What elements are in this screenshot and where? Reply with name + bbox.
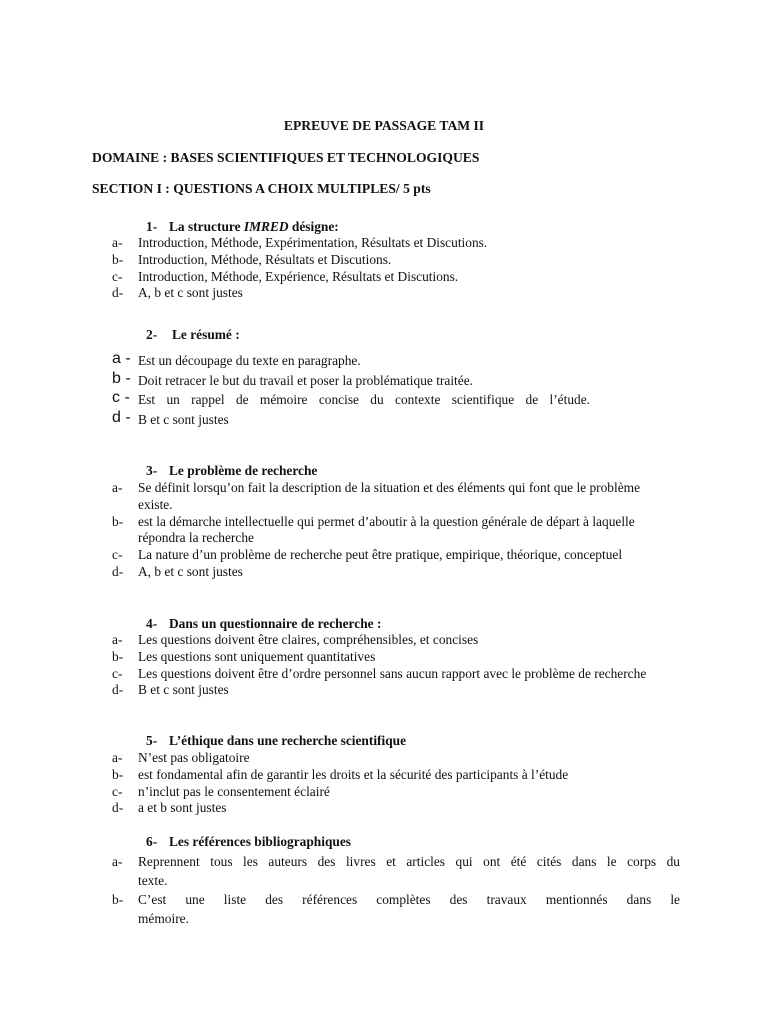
- question-3-options: [112, 480, 662, 581]
- question-2-options: [112, 350, 590, 431]
- option-label: d-: [112, 285, 124, 301]
- option-b: [112, 649, 672, 666]
- option-label: a-: [112, 854, 123, 869]
- option-a: [112, 480, 662, 514]
- option-text: Est un découpage du texte en paragraphe.: [138, 353, 361, 368]
- option-text: Introduction, Méthode, Expérience, Résultats et Discutions.: [138, 268, 459, 284]
- option-label: b-: [112, 892, 124, 907]
- option-d: [112, 682, 672, 699]
- question-3-title: [146, 463, 317, 480]
- question-text: désigne:: [288, 219, 339, 234]
- option-label: b -: [112, 369, 131, 387]
- question-number: 6-: [146, 834, 158, 849]
- option-text: Se définit lorsqu’on fait la description de la situation et des éléments qui font que le problème existe.: [138, 480, 641, 512]
- option-text: Est un rappel de mémoire concise du contexte scientifique de l’étude.: [138, 392, 590, 408]
- option-a: [112, 350, 590, 373]
- section-heading: SECTION I : QUESTIONS A CHOIX MULTIPLES/ 5 pts: [92, 181, 431, 196]
- option-c: [112, 389, 590, 412]
- option-text: A, b et c sont justes: [138, 563, 243, 579]
- option-b: [112, 369, 590, 393]
- option-text: Les questions sont uniquement quantitatives: [138, 648, 376, 664]
- option-label: d-: [112, 800, 124, 816]
- option-label: b-: [112, 766, 124, 782]
- document-title: EPREUVE DE PASSAGE TAM II: [283, 118, 485, 133]
- option-c: [112, 547, 662, 564]
- option-label: d-: [112, 682, 124, 698]
- option-text: Doit retracer le but du travail et poser la problématique traitée.: [138, 372, 473, 388]
- domain-heading: DOMAINE : BASES SCIENTIFIQUES ET TECHNOLOGIQUES: [92, 150, 480, 165]
- option-d: [112, 285, 487, 302]
- option-text: est fondamental afin de garantir les droits et la sécurité des participants à l’étude: [138, 766, 569, 782]
- option-a: [112, 235, 487, 252]
- question-2-title: [146, 327, 240, 344]
- option-b: [112, 252, 487, 269]
- question-text: Dans un questionnaire de recherche :: [169, 616, 382, 631]
- question-1-options: [112, 235, 487, 302]
- option-label: c-: [112, 665, 123, 681]
- option-label: d-: [112, 563, 124, 579]
- option-d: [112, 564, 662, 581]
- question-number: 5-: [146, 733, 158, 748]
- option-d: [112, 408, 590, 432]
- option-b: [112, 890, 680, 928]
- option-label: a-: [112, 632, 123, 647]
- question-4-title: [146, 616, 381, 633]
- option-text: Introduction, Méthode, Expérimentation, Résultats et Discutions.: [138, 235, 488, 250]
- option-a: [112, 632, 672, 649]
- question-text: Les références bibliographiques: [169, 834, 352, 849]
- question-5-options: [112, 750, 672, 817]
- option-c: [112, 666, 672, 683]
- question-text-emphasis: IMRED: [243, 219, 289, 234]
- question-number: 2-: [146, 327, 158, 342]
- option-label: c -: [112, 389, 130, 407]
- option-b: [112, 514, 662, 548]
- option-text: a et b sont justes: [138, 800, 227, 816]
- question-6-options: [112, 852, 680, 928]
- question-text: Le problème de recherche: [169, 463, 318, 478]
- question-1-title: [146, 219, 339, 236]
- question-5-title: [146, 733, 406, 750]
- option-a: [112, 750, 672, 767]
- option-text: La nature d’un problème de recherche peut être pratique, empirique, théorique, conceptuel: [138, 547, 623, 563]
- question-number: 1-: [146, 219, 158, 234]
- option-c: [112, 784, 672, 801]
- question-number: 3-: [146, 463, 158, 478]
- option-b: [112, 767, 672, 784]
- question-text: La structure: [169, 219, 244, 234]
- option-a: [112, 852, 680, 890]
- question-number: 4-: [146, 616, 158, 631]
- option-text: B et c sont justes: [138, 682, 229, 698]
- question-6-title: [146, 834, 351, 851]
- option-label: c-: [112, 783, 123, 799]
- option-label: a-: [112, 750, 123, 765]
- option-text: N’est pas obligatoire: [138, 750, 250, 765]
- option-label: a -: [112, 350, 131, 367]
- option-text: Les questions doivent être d’ordre personnel sans aucun rapport avec le problème de recherche: [138, 665, 647, 681]
- question-text: Le résumé :: [172, 327, 240, 342]
- option-text: Les questions doivent être claires, compréhensibles, et concises: [138, 632, 479, 647]
- option-label: a-: [112, 235, 123, 250]
- option-label: c-: [112, 547, 123, 563]
- option-d: [112, 800, 672, 817]
- option-label: b-: [112, 513, 124, 529]
- option-text: n’inclut pas le consentement éclairé: [138, 783, 330, 799]
- option-label: a-: [112, 480, 123, 495]
- option-text: B et c sont justes: [138, 411, 229, 427]
- option-text-line-1: C’est une liste des références complètes des travaux mentionnés dans le: [138, 892, 680, 907]
- option-text-line-1: Reprennent tous les auteurs des livres et articles qui ont été cités dans le corps du: [138, 854, 680, 869]
- option-text: est la démarche intellectuelle qui permet d’aboutir à la question générale de départ à laquelle répondra la recherche: [138, 513, 635, 546]
- option-text-line-2: mémoire.: [138, 911, 189, 926]
- option-text-line-2: texte.: [138, 873, 168, 888]
- option-text: Introduction, Méthode, Résultats et Discutions.: [138, 251, 392, 267]
- option-label: b-: [112, 648, 124, 664]
- question-4-options: [112, 632, 672, 699]
- question-text: L’éthique dans une recherche scientifique: [169, 733, 407, 748]
- option-label: d -: [112, 408, 131, 426]
- option-label: b-: [112, 251, 124, 267]
- option-label: c-: [112, 268, 123, 284]
- option-text: A, b et c sont justes: [138, 285, 243, 301]
- option-c: [112, 269, 487, 286]
